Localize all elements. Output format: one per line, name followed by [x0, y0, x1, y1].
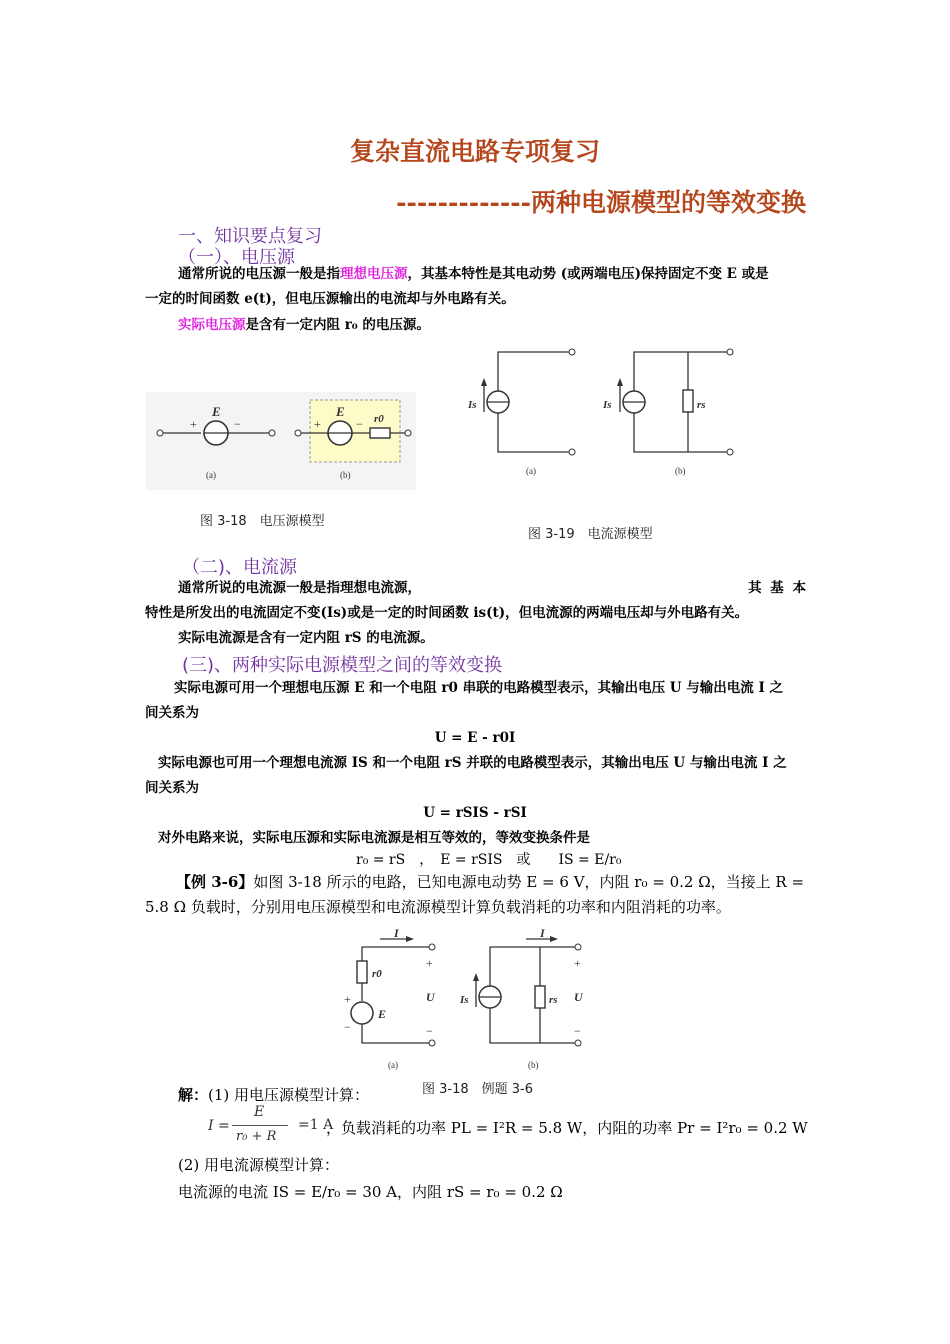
paragraph-current-1: 通常所说的电流源一般是指理想电流源， — [178, 580, 421, 596]
label-Is: Is — [468, 399, 477, 411]
paragraph-voltage-1 — [178, 262, 769, 287]
label-I: I — [540, 926, 545, 940]
voltage-source-figure — [146, 392, 416, 490]
text-run: ，其基本特性是其电动势 (或两端电压)保持固定不变 E 或是 — [407, 266, 769, 282]
solution-step-1 — [178, 1083, 369, 1108]
fraction-numerator: E — [254, 1104, 265, 1120]
subsection-current-source: （二)、电流源 — [182, 557, 298, 578]
label-E: E — [212, 404, 221, 419]
highlight-real-voltage-source: 实际电压源 — [178, 317, 246, 333]
paragraph-equivalence-2: 实际电源也可用一个理想电流源 IS 和一个电阻 rS 并联的电路模型表示，其输出电压 U 与输出电流 I 之 — [158, 755, 787, 771]
subsection-voltage-source: （一）、电压源 — [178, 247, 295, 268]
paragraph-equivalence-1-cont: 间关系为 — [145, 705, 199, 721]
paragraph-current-1-cont: 特性是所发出的电流固定不变(Is)或是一定的时间函数 is(t)，但电流源的两端电压却与外电路有关。 — [145, 605, 749, 621]
subsection-equivalence: (三)、两种实际电源模型之间的等效变换 — [182, 655, 503, 676]
figure-caption-3-19: 图 3-19 电流源模型 — [528, 527, 653, 542]
label-r0: r0 — [372, 968, 382, 980]
label-minus: − — [344, 1020, 351, 1034]
label-U: U — [574, 990, 583, 1004]
text-run: 是含有一定内阻 r₀ 的电压源。 — [245, 317, 430, 333]
fraction-result: =1 A — [298, 1117, 334, 1133]
equation-current-model: U = rSIS - rSI — [423, 805, 527, 821]
label-rs: rs — [549, 994, 558, 1006]
label-I: I — [394, 926, 399, 940]
label-a: (a) — [388, 1060, 398, 1070]
text-run: 通常所说的电压源一般是指 — [178, 266, 340, 282]
label-b: (b) — [675, 466, 686, 476]
paragraph-equivalence-2-cont: 间关系为 — [145, 780, 199, 796]
label-Is: Is — [460, 994, 469, 1006]
label-Is: Is — [603, 399, 612, 411]
highlight-ideal-voltage-source: 理想电压源 — [340, 266, 408, 282]
label-a: (a) — [526, 466, 536, 476]
figure-caption-example: 图 3-18 例题 3-6 — [422, 1082, 534, 1097]
figure-caption-3-18: 图 3-18 电压源模型 — [200, 514, 325, 529]
label-minus: − — [234, 417, 241, 431]
fraction-lhs: I = — [208, 1118, 230, 1134]
label-plus: + — [426, 956, 433, 970]
label-minus: − — [356, 417, 363, 431]
text-run: (1) 用电压源模型计算： — [208, 1086, 370, 1104]
label-E: E — [378, 1007, 387, 1021]
solution-step-2: (2) 用电流源模型计算： — [178, 1156, 340, 1174]
label-r0: r0 — [374, 413, 384, 425]
label-plus: + — [190, 417, 197, 431]
paragraph-equivalence-1: 实际电源可用一个理想电压源 E 和一个电阻 r0 串联的电路模型表示，其输出电压 U 与输出电流 I 之 — [174, 680, 783, 696]
solution-tag: 解： — [178, 1086, 209, 1104]
page-title: 复杂直流电路专项复习 — [349, 137, 600, 166]
paragraph-current-1-right: 其 基 本 — [748, 580, 806, 596]
paragraph-current-2: 实际电流源是含有一定内阻 rS 的电流源。 — [178, 630, 434, 646]
label-b: (b) — [340, 470, 351, 480]
text-run: 如图 3-18 所示的电路，已知电源电动势 E = 6 V，内阻 r₀ = 0.2 Ω，当接上 R = — [253, 873, 805, 891]
label-E: E — [336, 404, 345, 419]
current-source-figure — [462, 340, 747, 480]
label-plus: + — [574, 956, 581, 970]
label-rs: rs — [697, 399, 706, 411]
paragraph-equivalence-3: 对外电路来说，实际电压源和实际电流源是相互等效的，等效变换条件是 — [158, 830, 590, 846]
label-minus: − — [574, 1024, 581, 1038]
equation-voltage-model: U = E - r0I — [434, 730, 516, 746]
solution-step-3: 电流源的电流 IS = E/r₀ = 30 A，内阻 rS = r₀ = 0.2 Ω — [178, 1183, 563, 1201]
section-heading-1: 一、知识要点复习 — [178, 226, 322, 247]
fraction-denominator: r₀ + R — [236, 1129, 277, 1144]
example-circuit-figure — [330, 925, 595, 1075]
label-U: U — [426, 990, 435, 1004]
example-tag: 【例 3-6】 — [176, 873, 254, 891]
label-plus: + — [344, 992, 351, 1006]
label-minus: − — [426, 1024, 433, 1038]
label-b: (b) — [528, 1060, 539, 1070]
paragraph-voltage-2 — [178, 313, 430, 338]
fraction-bar — [232, 1125, 288, 1126]
example-paragraph — [176, 870, 804, 895]
label-a: (a) — [206, 470, 216, 480]
example-paragraph-cont: 5.8 Ω 负载时，分别用电压源模型和电流源模型计算负载消耗的功率和内阻消耗的功率。 — [145, 898, 731, 916]
label-plus: + — [314, 417, 321, 431]
solution-step-1-result: ，负载消耗的功率 PL = I²R = 5.8 W，内阻的功率 Pr = I²r₀ = 0.2 W — [326, 1119, 808, 1137]
equivalence-condition: r₀ = rS ， E = rSIS 或 IS = E/r₀ — [356, 852, 622, 868]
paragraph-voltage-1-cont: 一定的时间函数 e(t)，但电压源输出的电流却与外电路有关。 — [145, 291, 515, 307]
page-subtitle: -------------两种电源模型的等效变换 — [396, 188, 806, 217]
